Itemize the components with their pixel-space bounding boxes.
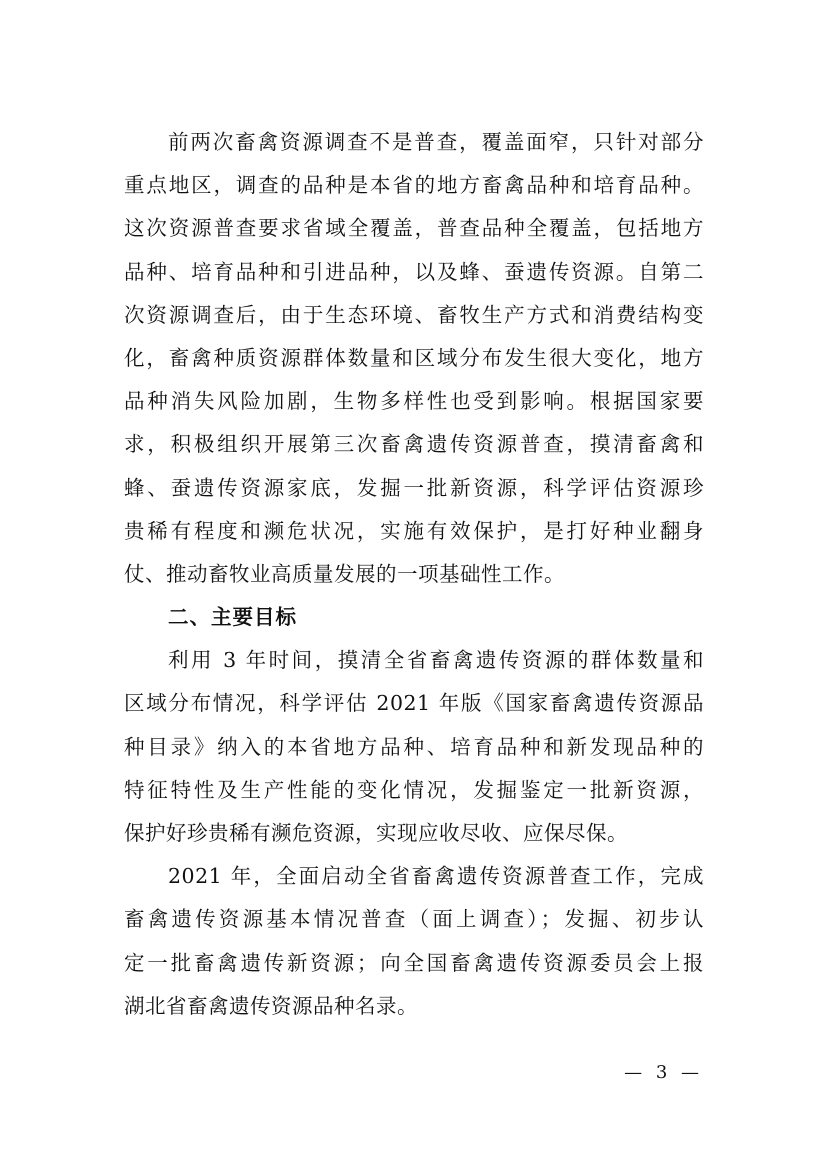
text-line: 品种、培育品种和引进品种，以及蜂、蚕遗传资源。自第二 [124,259,704,284]
text-line: 求，积极组织开展第三次畜禽遗传资源普查，摸清畜禽和 [124,432,704,457]
text-line: 重点地区，调查的品种是本省的地方畜禽品种和培育品种。 [124,173,704,198]
text-line: 保护好珍贵稀有濒危资源，实现应收尽收、应保尽保。 [124,821,628,845]
text-line: 贵稀有程度和濒危状况，实施有效保护，是打好种业翻身 [124,518,704,543]
text-line: 蜂、蚕遗传资源家底，发掘一批新资源，科学评估资源珍 [124,475,704,500]
text-line: 仗、推动畜牧业高质量发展的一项基础性工作。 [124,561,565,586]
section-heading: 二、主要目标 [168,605,297,630]
paragraph-background [124,121,704,596]
paragraph-goals [124,639,704,855]
text-line: 2021 年，全面启动全省畜禽遗传资源普查工作，完成 [168,864,704,889]
text-line: 定一批畜禽遗传新资源；向全国畜禽遗传资源委员会上报 [124,950,704,975]
text-line: 品种消失风险加剧，生物多样性也受到影响。根据国家要 [124,389,704,414]
text-line: 种目录》纳入的本省地方品种、培育品种和新发现品种的 [124,734,704,759]
text-line: 这次资源普查要求省域全覆盖，普查品种全覆盖，包括地方 [124,216,704,241]
text-line: 次资源调查后，由于生态环境、畜牧生产方式和消费结构变 [124,302,704,327]
page-number: — 3 — [624,1062,703,1083]
text-line: 湖北省畜禽遗传资源品种名录。 [124,993,418,1018]
text-line: 前两次畜禽资源调查不是普查，覆盖面窄，只针对部分 [168,130,704,154]
paragraph-2021 [124,855,704,1028]
document-body [124,121,704,1028]
text-line: 化，畜禽种质资源群体数量和区域分布发生很大变化，地方 [124,345,704,370]
text-line: 区域分布情况，科学评估 2021 年版《国家畜禽遗传资源品 [124,691,704,716]
text-line: 特征特性及生产性能的变化情况，发掘鉴定一批新资源， [124,777,704,802]
text-line: 畜禽遗传资源基本情况普查（面上调查）；发掘、初步认 [124,907,704,932]
text-line: 利用 3 年时间，摸清全省畜禽遗传资源的群体数量和 [168,648,704,673]
